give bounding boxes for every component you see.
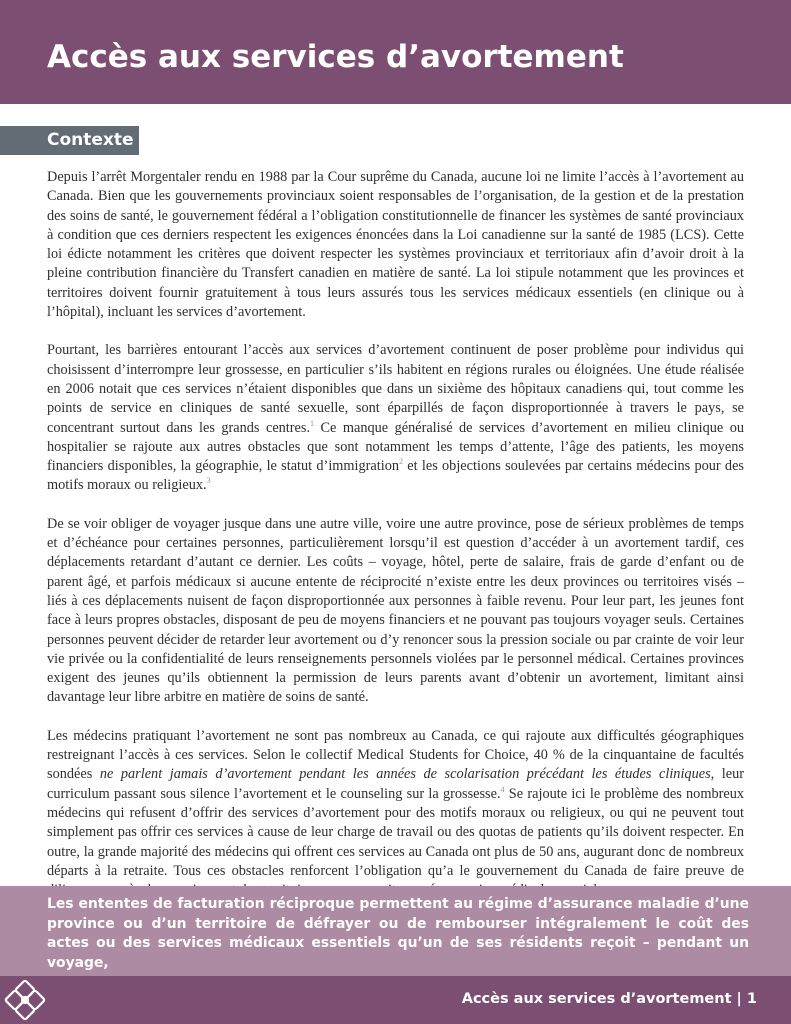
callout-text: Les ententes de facturation réciproque permettent au régime d’assurance maladie d’une province ou d’un territoire de défrayer ou de rembourser intégralement le coût des actes ou des services médicaux essentiels qu’un de ses résidents reçoit – pendant un voyage, — [47, 896, 749, 971]
page-header — [0, 0, 791, 104]
paragraph-2-text-b: Ce manque généralisé de services d’avortement en milieu clinique ou hospitalier se rajoute aux autres obstacles que sont notamment les temps d’attente, l’âge des patients, les moyens financiers disponibles, la géographie, le statut d’immigration — [47, 419, 744, 475]
section-heading: Contexte — [47, 130, 134, 150]
knot-logo-icon — [2, 979, 48, 1021]
paragraph-2-text-c: et les objections soulevées par certains médecins pour des motifs moraux ou religieux. — [47, 458, 744, 494]
callout-box — [0, 886, 791, 976]
footnote-ref-4[interactable]: 4 — [500, 784, 505, 794]
paragraph-3: De se voir obliger de voyager jusque dans une autre ville, voire une autre province, pose de sérieux problèmes de temps et d’échéance pour certaines personnes, particulièrement lorsqu’il est question d’accéder à un avortement tardif, ces déplacements retardant d’autant ce dernier. Les coûts – voyage, hôtel, perte de salaire, frais de garde d’enfant ou de parent âgé, et parfois médicaux si aucune entente de réciprocité n’existe entre les deux provinces ou territoires visés – liés à ces déplacements nuisent de façon disproportionnée aux personnes à faible revenu. Pour leur part, les jeunes font face à leurs propres obstacles, disposant de peu de moyens financiers et ne pouvant pas toujours voyager seuls. Certaines personnes peuvent décider de retarder leur avortement ou d’y renoncer sous la pression sociale ou par crainte de voir leur vie privée ou la confidentialité de leurs renseignements personnels violées par le personnel médical. Certaines provinces exigent des jeunes qu’ils obtiennent la permission de leurs parents avant d’obtenir un avortement, limitant ainsi davantage leur libre arbitre en matière de soins de santé. — [47, 515, 744, 706]
paragraph-1: Depuis l’arrêt Morgentaler rendu en 1988 par la Cour suprême du Canada, aucune loi ne limite l’accès à l’avortement au Canada. Bien que les gouvernements provinciaux soient responsables de l’organisation, de la gestion et de la prestation des soins de santé, le gouvernement fédéral a l’obligation constitutionnelle de financer les systèmes de santé provinciaux à condition que ces derniers respectent les exigences énoncées dans la Loi canadienne sur la santé de 1985 (LCS). Cette loi édicte notamment les critères que doivent respecter les systèmes provinciaux et territoriaux afin d’avoir droit à la pleine contribution financière du Transfert canadien en matière de santé. La loi stipule notamment que les provinces et territoires doivent fournir gratuitement à tous leurs assurés tous les services médicaux essentiels (en clinique ou à l’hôpital), incluant les services d’avortement. — [47, 169, 744, 321]
page-footer — [0, 976, 791, 1024]
body-text — [47, 168, 744, 919]
paragraph-4 — [47, 727, 744, 901]
paragraph-4-text-c: Se rajoute ici le problème des nombreux médecins qui refusent d’offrir des services d’avortement pour des motifs moraux ou religieux, ou qui ne peuvent tout simplement pas offrir ces services à cause de leur charge de travail ou des quotas de patients qu’ils doivent respecter. En outre, la grande majorité des médecins qui offrent ces services au Canada ont plus de 50 ans, augurant donc de nombreux départs à la retraite. Tous ces obstacles renforcent l’obligation qu’a le gouvernement du Canada de faire preuve de — [47, 785, 744, 879]
page-title: Accès aux services d’avortement — [47, 39, 624, 75]
paragraph-4-emphasis: ne parlent jamais d’avortement pendant les années de scolarisation précédant les études cliniques — [99, 766, 711, 783]
paragraph-2 — [47, 341, 744, 495]
footnote-ref-3[interactable]: 3 — [206, 476, 211, 486]
section-tab-contexte — [0, 126, 139, 155]
paragraph-4-text-a: Les médecins pratiquant l’avortement ne sont pas nombreux au Canada, ce qui rajoute aux difficultés géographiques restreignant l’accès à ces services. Selon le collectif Medical Students for Choice, 40 % de la cinquantaine de facultés sondées — [47, 727, 744, 783]
paragraph-2-text-a: Pourtant, les barrières entourant l’accès aux services d’avortement continuent de poser problème pour individus qui choisissent d’interrompre leur grossesse, en particulier s’ils habitent en régions rurales ou éloignées. Une étude réalisée en 2006 notait que ces services n’étaient disponibles que dans un sixième des hôpitaux canadiens qui, tout comme les points de service en cliniques de santé sexuelle, sont éparpillés de façon disproportionnée à travers le pays, se concentrant surtout dans les grands centres. — [47, 342, 744, 436]
footnote-ref-1[interactable]: 1 — [310, 418, 315, 428]
footnote-ref-2[interactable]: 2 — [399, 457, 404, 467]
footer-page-label: Accès aux services d’avortement | 1 — [461, 991, 757, 1007]
paragraph-4-text-b: , leur curriculum passant sous silence l’avortement et le counseling sur la grossesse. — [47, 766, 744, 802]
